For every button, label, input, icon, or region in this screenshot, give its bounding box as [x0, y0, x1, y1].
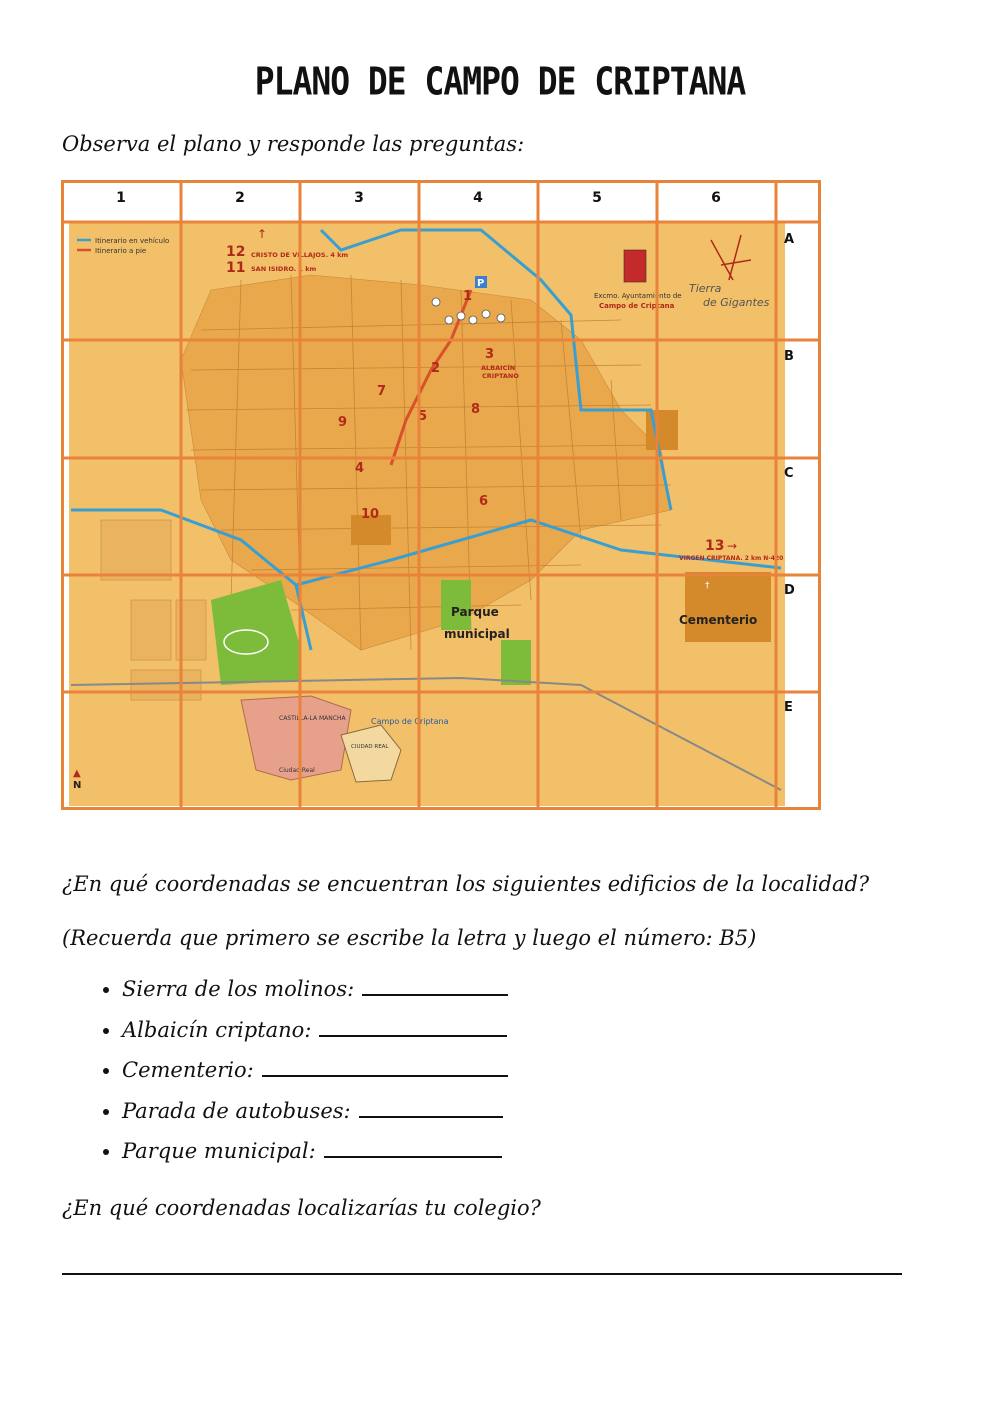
sign-13-number: 13	[705, 538, 725, 554]
answer-item	[122, 1057, 508, 1098]
answer-label: Parque municipal:	[122, 1139, 316, 1163]
north-arrow-icon: ▲	[73, 768, 81, 779]
answer-label: Cementerio:	[122, 1058, 254, 1082]
answer-item	[122, 1138, 508, 1179]
sign-11-number: 11	[226, 260, 246, 276]
brand-line2: de Gigantes	[703, 296, 770, 309]
answer-item	[122, 976, 508, 1017]
col-header-5: 5	[592, 190, 602, 206]
question-2: ¿En qué coordenadas localizarías tu colegio?	[62, 1196, 541, 1220]
col-header-6: 6	[711, 190, 721, 206]
poi-9: 9	[338, 415, 348, 430]
row-header-a: A	[784, 232, 795, 247]
poi-5: 5	[418, 409, 428, 424]
col-header-3: 3	[354, 190, 364, 206]
poi-8: 8	[471, 402, 481, 417]
coat-of-arms-icon	[624, 250, 646, 282]
inset-province-label: CIUDAD REAL	[351, 744, 389, 750]
row-header-c: C	[784, 466, 794, 481]
cross-icon: †	[705, 581, 710, 591]
ayto-line1: Excmo. Ayuntamiento de	[594, 292, 682, 300]
poi-1: 1	[463, 289, 473, 304]
brand-line1: Tierra	[689, 282, 722, 295]
page-title: PLANO DE CAMPO DE CRIPTANA	[254, 59, 746, 104]
answer-blank[interactable]	[262, 1057, 508, 1077]
row-header-b: B	[784, 349, 794, 364]
parque-line2: municipal	[444, 627, 510, 641]
legend-walk: Itinerario a pie	[95, 247, 147, 255]
sign-12-number: 12	[226, 244, 246, 260]
sign-11-text: SAN ISIDRO. 1 km	[251, 265, 317, 273]
answer-blank[interactable]	[319, 1017, 507, 1037]
answer-label: Parada de autobuses:	[122, 1098, 351, 1123]
cemetery-block	[685, 572, 771, 642]
legend-vehicle: Itinerario en vehículo	[95, 237, 170, 245]
question-1-note: (Recuerda que primero se escribe la letra y luego el número: B5)	[62, 926, 757, 950]
inset-region-label: CASTILLA-LA MANCHA	[279, 715, 346, 722]
answer-blank[interactable]	[359, 1098, 503, 1118]
city-map	[61, 180, 821, 810]
arrow-up-icon: ↑	[257, 227, 268, 241]
map-grid	[61, 180, 821, 810]
answer-line[interactable]	[62, 1271, 902, 1275]
question-1: ¿En qué coordenadas se encuentran los siguientes edificios de la localidad?	[62, 872, 870, 896]
answer-item	[122, 1017, 508, 1058]
parking-label: P	[477, 278, 485, 289]
row-header-e: E	[784, 700, 793, 715]
inset-city-label: Ciudad Real	[279, 767, 315, 774]
cementerio-label: Cementerio	[679, 613, 758, 627]
poi-7: 7	[377, 384, 387, 399]
answer-item	[122, 1098, 508, 1139]
ayto-line2: Campo de Criptana	[599, 302, 675, 310]
answer-blank[interactable]	[324, 1138, 502, 1158]
arrow-right-icon: →	[727, 539, 738, 553]
answer-blank[interactable]	[362, 976, 508, 996]
intro-text: Observa el plano y responde las preguntas:	[62, 132, 525, 156]
answer-label: Albaicín criptano:	[122, 1017, 312, 1042]
inset-town-label: Campo de Criptana	[371, 717, 449, 726]
sign-13-text: VIRGEN CRIPTANA. 2 km N-420	[679, 555, 784, 562]
col-header-1: 1	[116, 190, 126, 206]
row-header-d: D	[784, 583, 795, 598]
parque-line1: Parque	[451, 605, 499, 619]
col-header-4: 4	[473, 190, 483, 206]
poi-6: 6	[479, 494, 489, 509]
poi-3: 3	[485, 347, 495, 362]
sign-12-text: CRISTO DE VILLAJOS. 4 km	[251, 251, 349, 259]
poi-2: 2	[431, 361, 441, 376]
col-header-2: 2	[235, 190, 245, 206]
answer-list	[62, 976, 508, 1179]
albaicin-line1: ALBAICÍN	[481, 364, 516, 372]
answer-label: Sierra de los molinos:	[122, 977, 355, 1001]
albaicin-line2: CRIPTANO	[482, 372, 519, 380]
poi-4: 4	[355, 461, 365, 476]
park-area	[501, 640, 531, 685]
north-label: N	[73, 780, 82, 791]
poi-10: 10	[361, 507, 380, 522]
